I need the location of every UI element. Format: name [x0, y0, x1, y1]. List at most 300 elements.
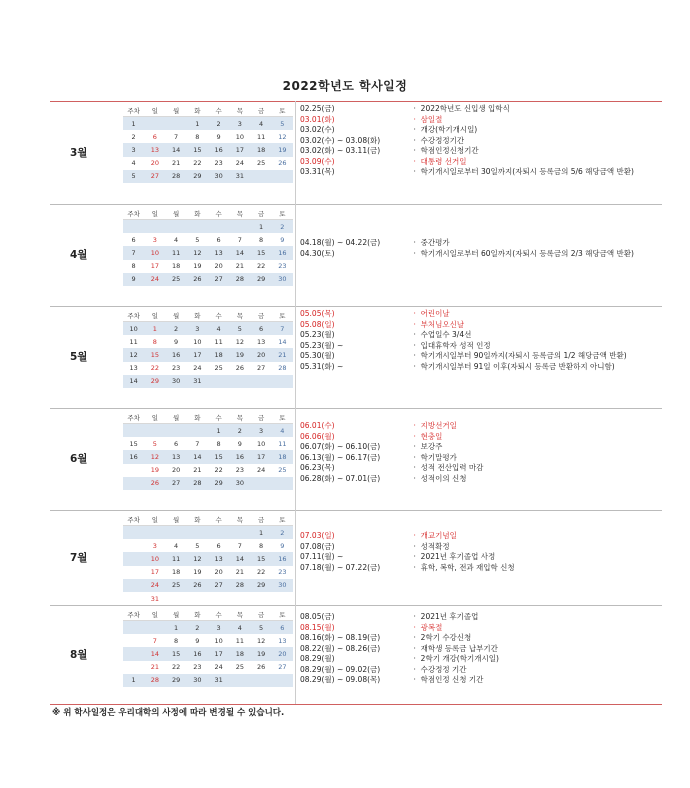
- weekday-header: 일: [151, 311, 159, 320]
- calendar-week-row: [123, 634, 293, 647]
- event-item: [300, 552, 660, 563]
- calendar-day: 24: [214, 663, 223, 672]
- calendar-day: 2: [280, 528, 285, 537]
- calendar-day: 15: [214, 452, 223, 461]
- calendar-day: 10: [235, 132, 245, 141]
- event-list: [300, 104, 660, 178]
- weekday-header: 주차: [127, 413, 140, 422]
- calendar-day: 3: [216, 623, 221, 632]
- event-text: 학기개시일로부터 60일까지(자퇴시 등록금의 2/3 해당금액 반환): [420, 248, 634, 258]
- bullet: ·: [413, 361, 416, 371]
- calendar-day: 9: [280, 541, 285, 550]
- event-list: [300, 238, 660, 259]
- event-date: 08.22(월) ~ 08.26(금): [300, 643, 381, 653]
- calendar-day: 19: [235, 350, 245, 359]
- event-text: 학기개시일부터 90일까지(자퇴시 등록금의 1/2 해당금액 반환): [420, 351, 627, 360]
- weekday-header: 주차: [127, 311, 140, 320]
- calendar-day: 16: [193, 649, 202, 658]
- calendar-day: 15: [171, 649, 181, 658]
- event-date: 03.02(수) ~ 03.08(화): [300, 135, 381, 145]
- calendar-day: 5: [280, 119, 285, 128]
- calendar-week-row: [123, 464, 293, 477]
- bullet: ·: [413, 431, 416, 441]
- weekday-header: 일: [151, 106, 159, 115]
- event-item: [300, 623, 660, 634]
- calendar-day: 12: [278, 132, 287, 141]
- calendar-week-row: [123, 526, 293, 539]
- calendar-day: 28: [278, 364, 287, 373]
- calendar-day: 12: [235, 337, 245, 346]
- calendar-day: 31: [214, 676, 223, 685]
- event-text: 중간평가: [420, 238, 450, 247]
- calendar-day: 24: [256, 466, 266, 475]
- weekday-header: 주차: [127, 515, 140, 524]
- calendar-day: 26: [256, 663, 266, 672]
- calendar-day: 20: [214, 262, 223, 271]
- calendar-day: 20: [256, 350, 266, 359]
- weekday-header: 수: [215, 413, 222, 422]
- column-divider: [295, 101, 296, 704]
- calendar-day: 16: [171, 350, 181, 359]
- event-item: [300, 146, 660, 157]
- calendar-day: 2: [195, 623, 200, 632]
- calendar-day: 3: [237, 119, 242, 128]
- event-date: 02.25(금): [300, 104, 335, 113]
- calendar-day: 13: [171, 452, 181, 461]
- event-item: [300, 563, 660, 574]
- calendar-day: 5: [195, 235, 200, 244]
- calendar-day: 8: [259, 541, 264, 550]
- calendar-week-row: [123, 450, 293, 463]
- event-item: [300, 341, 660, 352]
- calendar-day: 18: [256, 145, 266, 154]
- weekday-header: 월: [172, 311, 180, 320]
- calendar-week-row: [123, 362, 293, 375]
- calendar-week-row: [123, 579, 293, 592]
- calendar-header: [123, 104, 293, 117]
- calendar-day: 3: [152, 235, 157, 244]
- calendar-day: 2: [216, 119, 221, 128]
- weekday-header: 월: [172, 106, 180, 115]
- weekday-header: 토: [279, 106, 286, 115]
- event-date: 05.23(월): [300, 330, 335, 339]
- weekday-header: 월: [172, 209, 180, 218]
- event-date: 05.23(월) ~: [300, 340, 344, 350]
- event-date: 03.01(화): [300, 114, 335, 124]
- calendar-day: 9: [280, 235, 285, 244]
- event-item: [300, 125, 660, 136]
- event-date: 08.05(금): [300, 612, 335, 621]
- event-date: 05.08(일): [300, 319, 335, 329]
- calendar-day: 2: [280, 222, 285, 231]
- calendar-week-row: [123, 273, 293, 286]
- weekday-header: 월: [172, 413, 180, 422]
- calendar-day: 1: [259, 222, 264, 231]
- calendar-day: 16: [214, 145, 223, 154]
- page-title: 2022학년도 학사일정: [282, 79, 408, 93]
- event-date: 08.16(화) ~ 08.19(금): [300, 633, 381, 642]
- month-label: 4월: [70, 249, 88, 261]
- event-text: 대통령 선거일: [420, 156, 467, 166]
- calendar-day: 9: [174, 337, 179, 346]
- event-item: [300, 167, 660, 178]
- calendar-day: 17: [150, 568, 160, 577]
- weekday-header: 일: [151, 515, 159, 524]
- calendar-6: [123, 411, 293, 490]
- bullet: ·: [413, 531, 416, 540]
- bullet: ·: [413, 654, 416, 663]
- calendar-day: 19: [193, 568, 202, 577]
- event-item: [300, 644, 660, 655]
- weekday-header: 금: [257, 515, 265, 524]
- event-text: 어린이날: [420, 309, 450, 318]
- event-date: 08.29(월) ~ 09.08(목): [300, 675, 381, 684]
- calendar-day: 9: [195, 636, 200, 645]
- weekday-header: 금: [257, 209, 265, 218]
- weekday-header: 월: [172, 515, 180, 524]
- calendar-day: 20: [214, 568, 223, 577]
- calendar-day: 13: [150, 145, 160, 154]
- calendar-day: 7: [237, 541, 242, 550]
- calendar-day: 8: [259, 235, 264, 244]
- event-text: 2학기 개강(학기개시일): [420, 654, 499, 663]
- month-label: 8월: [70, 648, 88, 661]
- calendar-day: 25: [214, 364, 223, 373]
- bullet: ·: [413, 473, 416, 483]
- event-text: 수강정정기간: [420, 135, 465, 145]
- event-item: [300, 675, 660, 686]
- calendar-day: 24: [150, 275, 160, 284]
- week-number: 13: [129, 364, 138, 373]
- weekday-header: 목: [236, 311, 244, 320]
- calendar-8: [123, 608, 293, 687]
- event-item: [300, 115, 660, 126]
- calendar-day: 6: [259, 324, 264, 333]
- week-number: 1: [131, 119, 136, 128]
- bullet: ·: [413, 104, 416, 113]
- calendar-week-row: [123, 322, 293, 335]
- weekday-header: 월: [172, 610, 180, 619]
- bullet: ·: [413, 562, 416, 572]
- calendar-day: 22: [256, 568, 266, 577]
- calendar-day: 29: [214, 479, 223, 488]
- event-text: 지방선거일: [420, 421, 457, 430]
- calendar-day: 12: [150, 452, 160, 461]
- event-item: [300, 362, 660, 373]
- weekday-header: 수: [215, 311, 222, 320]
- calendar-day: 30: [214, 172, 223, 181]
- week-number: 16: [129, 452, 138, 461]
- calendar-header: [123, 207, 293, 220]
- event-date: 08.29(월): [300, 654, 335, 663]
- event-date: 06.01(수): [300, 421, 335, 430]
- event-text: 삼일절: [420, 114, 443, 124]
- calendar-day: 27: [214, 275, 223, 284]
- weekday-header: 화: [194, 106, 201, 115]
- calendar-header: [123, 608, 293, 621]
- bullet: ·: [413, 156, 416, 166]
- event-date: 03.09(수): [300, 156, 335, 166]
- calendar-day: 28: [235, 275, 245, 284]
- calendar-week-row: [123, 233, 293, 246]
- bullet: ·: [413, 541, 416, 551]
- event-item: [300, 320, 660, 331]
- calendar-day: 8: [216, 439, 221, 448]
- weekday-header: 화: [194, 311, 201, 320]
- calendar-day: 18: [171, 568, 181, 577]
- weekday-header: 화: [194, 610, 201, 619]
- weekday-header: 주차: [127, 106, 140, 115]
- calendar-day: 21: [193, 466, 202, 475]
- calendar-day: 19: [256, 649, 266, 658]
- calendar-day: 28: [235, 581, 245, 590]
- calendar-day: 11: [278, 439, 287, 448]
- weekday-header: 수: [215, 515, 222, 524]
- calendar-day: 17: [193, 350, 202, 359]
- event-item: [300, 665, 660, 676]
- calendar-day: 19: [193, 262, 202, 271]
- calendar-day: 18: [235, 649, 245, 658]
- event-text: 휴학, 복학, 전과 재입학 신청: [420, 562, 515, 572]
- calendar-day: 19: [278, 145, 287, 154]
- calendar-day: 1: [195, 119, 200, 128]
- event-text: 광복절: [420, 622, 443, 632]
- weekday-header: 목: [236, 106, 244, 115]
- row-divider: [50, 408, 662, 409]
- bullet: ·: [413, 238, 416, 247]
- calendar-week-row: [123, 621, 293, 634]
- calendar-week-row: [123, 647, 293, 660]
- calendar-day: 5: [237, 324, 242, 333]
- weekday-header: 화: [194, 515, 201, 524]
- weekday-header: 일: [151, 209, 159, 218]
- calendar-day: 3: [195, 324, 200, 333]
- calendar-day: 2: [174, 324, 179, 333]
- event-list: [300, 531, 660, 573]
- calendar-day: 24: [150, 581, 160, 590]
- calendar-day: 30: [278, 275, 287, 284]
- calendar-day: 17: [150, 262, 160, 271]
- calendar-day: 4: [259, 119, 264, 128]
- event-text: 재학생 등록금 납부기간: [420, 643, 498, 653]
- calendar-week-row: [123, 246, 293, 259]
- calendar-day: 27: [214, 581, 223, 590]
- calendar-5: [123, 309, 293, 388]
- calendar-day: 29: [256, 275, 266, 284]
- event-list: [300, 612, 660, 686]
- event-text: 현충일: [420, 431, 443, 441]
- calendar-7: [123, 513, 293, 605]
- event-item: [300, 330, 660, 341]
- weekday-header: 목: [236, 610, 244, 619]
- calendar-day: 17: [256, 452, 266, 461]
- calendar-day: 12: [256, 636, 266, 645]
- weekday-header: 금: [257, 413, 265, 422]
- calendar-day: 14: [278, 337, 287, 346]
- calendar-day: 12: [193, 248, 202, 257]
- event-date: 05.31(화) ~: [300, 361, 344, 371]
- calendar-day: 9: [216, 132, 221, 141]
- calendar-day: 7: [152, 636, 157, 645]
- event-text: 입대휴학자 성적 인정: [420, 340, 491, 350]
- bullet: ·: [413, 351, 416, 360]
- calendar-day: 21: [171, 159, 181, 168]
- calendar-header: [123, 513, 293, 526]
- week-number: 1: [131, 676, 136, 685]
- calendar-day: 21: [278, 350, 287, 359]
- event-date: 07.03(일): [300, 531, 335, 540]
- calendar-day: 6: [174, 439, 179, 448]
- calendar-week-row: [123, 348, 293, 361]
- calendar-day: 30: [278, 581, 287, 590]
- calendar-day: 26: [235, 364, 245, 373]
- event-text: 개교기념일: [420, 531, 457, 540]
- bullet: ·: [413, 442, 416, 451]
- calendar-day: 30: [193, 676, 202, 685]
- calendar-day: 13: [214, 248, 223, 257]
- week-number: 14: [129, 377, 138, 386]
- calendar-week-row: [123, 143, 293, 156]
- week-number: 15: [129, 439, 138, 448]
- event-item: [300, 633, 660, 644]
- month-label: 3월: [70, 146, 88, 159]
- calendar-week-row: [123, 335, 293, 348]
- calendar-day: 15: [256, 554, 266, 563]
- event-item: [300, 542, 660, 553]
- calendar-week-row: [123, 674, 293, 687]
- calendar-day: 25: [171, 581, 181, 590]
- event-text: 수강정정 기간: [420, 664, 467, 674]
- calendar-day: 19: [150, 466, 160, 475]
- calendar-day: 18: [171, 262, 181, 271]
- calendar-day: 4: [216, 324, 221, 333]
- event-list: [300, 421, 660, 484]
- row-divider: [50, 704, 662, 705]
- week-number: 3: [131, 145, 136, 154]
- calendar-day: 8: [152, 337, 157, 346]
- event-text: 2022학년도 신입생 입학식: [420, 104, 510, 113]
- event-date: 03.02(수): [300, 125, 335, 134]
- event-item: [300, 351, 660, 362]
- weekday-header: 금: [257, 610, 265, 619]
- calendar-day: 6: [280, 623, 285, 632]
- calendar-day: 18: [214, 350, 223, 359]
- week-number: 8: [131, 262, 136, 271]
- calendar-day: 13: [214, 554, 223, 563]
- bullet: ·: [413, 340, 416, 350]
- calendar-day: 25: [171, 275, 181, 284]
- calendar-day: 6: [216, 235, 221, 244]
- calendar-day: 4: [237, 623, 242, 632]
- calendar-day: 10: [150, 248, 160, 257]
- weekday-header: 토: [279, 610, 286, 619]
- calendar-day: 26: [193, 275, 202, 284]
- calendar-day: 26: [150, 479, 160, 488]
- bullet: ·: [413, 146, 416, 155]
- calendar-day: 10: [256, 439, 266, 448]
- event-date: 06.13(월) ~ 06.17(금): [300, 452, 381, 462]
- calendar-day: 14: [193, 452, 202, 461]
- calendar-day: 17: [214, 649, 223, 658]
- calendar-day: 30: [171, 377, 181, 386]
- calendar-day: 24: [235, 159, 245, 168]
- calendar-day: 22: [256, 262, 266, 271]
- calendar-day: 21: [150, 663, 160, 672]
- calendar-week-row: [123, 437, 293, 450]
- calendar-day: 5: [259, 623, 264, 632]
- calendar-day: 12: [193, 554, 202, 563]
- calendar-day: 10: [150, 554, 160, 563]
- event-text: 2021년 후기졸업: [420, 612, 479, 621]
- week-number: 5: [131, 172, 136, 181]
- weekday-header: 수: [215, 610, 222, 619]
- event-text: 학기개시일부터 91일 이후(자퇴시 등록금 반환하지 아니함): [420, 361, 615, 371]
- bullet: ·: [413, 125, 416, 134]
- calendar-day: 11: [235, 636, 245, 645]
- bullet: ·: [413, 452, 416, 462]
- calendar-day: 3: [259, 426, 264, 435]
- row-divider: [50, 306, 662, 307]
- event-text: 2021년 후기졸업 사정: [420, 552, 496, 561]
- calendar-day: 8: [195, 132, 200, 141]
- calendar-day: 15: [256, 248, 266, 257]
- bullet: ·: [413, 330, 416, 339]
- weekday-header: 수: [215, 106, 222, 115]
- calendar-week-row: [123, 566, 293, 579]
- event-text: 개강(학기개시일): [420, 125, 478, 134]
- event-text: 학기말평가: [420, 452, 457, 462]
- calendar-day: 4: [280, 426, 285, 435]
- bullet: ·: [413, 135, 416, 145]
- calendar-day: 27: [150, 172, 160, 181]
- calendar-day: 6: [216, 541, 221, 550]
- week-number: 2: [131, 132, 136, 141]
- bullet: ·: [413, 643, 416, 653]
- event-item: [300, 463, 660, 474]
- event-date: 06.06(월): [300, 431, 335, 441]
- event-item: [300, 612, 660, 623]
- calendar-day: 6: [152, 132, 157, 141]
- calendar-week-row: [123, 170, 293, 183]
- calendar-week-row: [123, 424, 293, 437]
- calendar-day: 1: [174, 623, 179, 632]
- calendar-week-row: [123, 375, 293, 388]
- calendar-day: 29: [150, 377, 160, 386]
- calendar-week-row: [123, 157, 293, 170]
- weekday-header: 목: [236, 413, 244, 422]
- calendar-day: 15: [193, 145, 202, 154]
- calendar-day: 10: [193, 337, 202, 346]
- event-item: [300, 238, 660, 249]
- calendar-day: 5: [195, 541, 200, 550]
- calendar-day: 23: [278, 568, 287, 577]
- event-text: 부처님오신날: [420, 319, 465, 329]
- event-item: [300, 474, 660, 485]
- calendar-day: 5: [152, 439, 157, 448]
- event-text: 수업일수 3/4선: [420, 330, 472, 339]
- calendar-day: 27: [278, 663, 287, 672]
- week-number: 11: [129, 337, 138, 346]
- calendar-day: 1: [259, 528, 264, 537]
- calendar-day: 9: [237, 439, 242, 448]
- event-item: [300, 104, 660, 115]
- calendar-day: 20: [171, 466, 181, 475]
- calendar-day: 21: [235, 568, 245, 577]
- calendar-day: 11: [256, 132, 266, 141]
- weekday-header: 화: [194, 209, 201, 218]
- event-list: [300, 309, 660, 372]
- calendar-day: 22: [171, 663, 181, 672]
